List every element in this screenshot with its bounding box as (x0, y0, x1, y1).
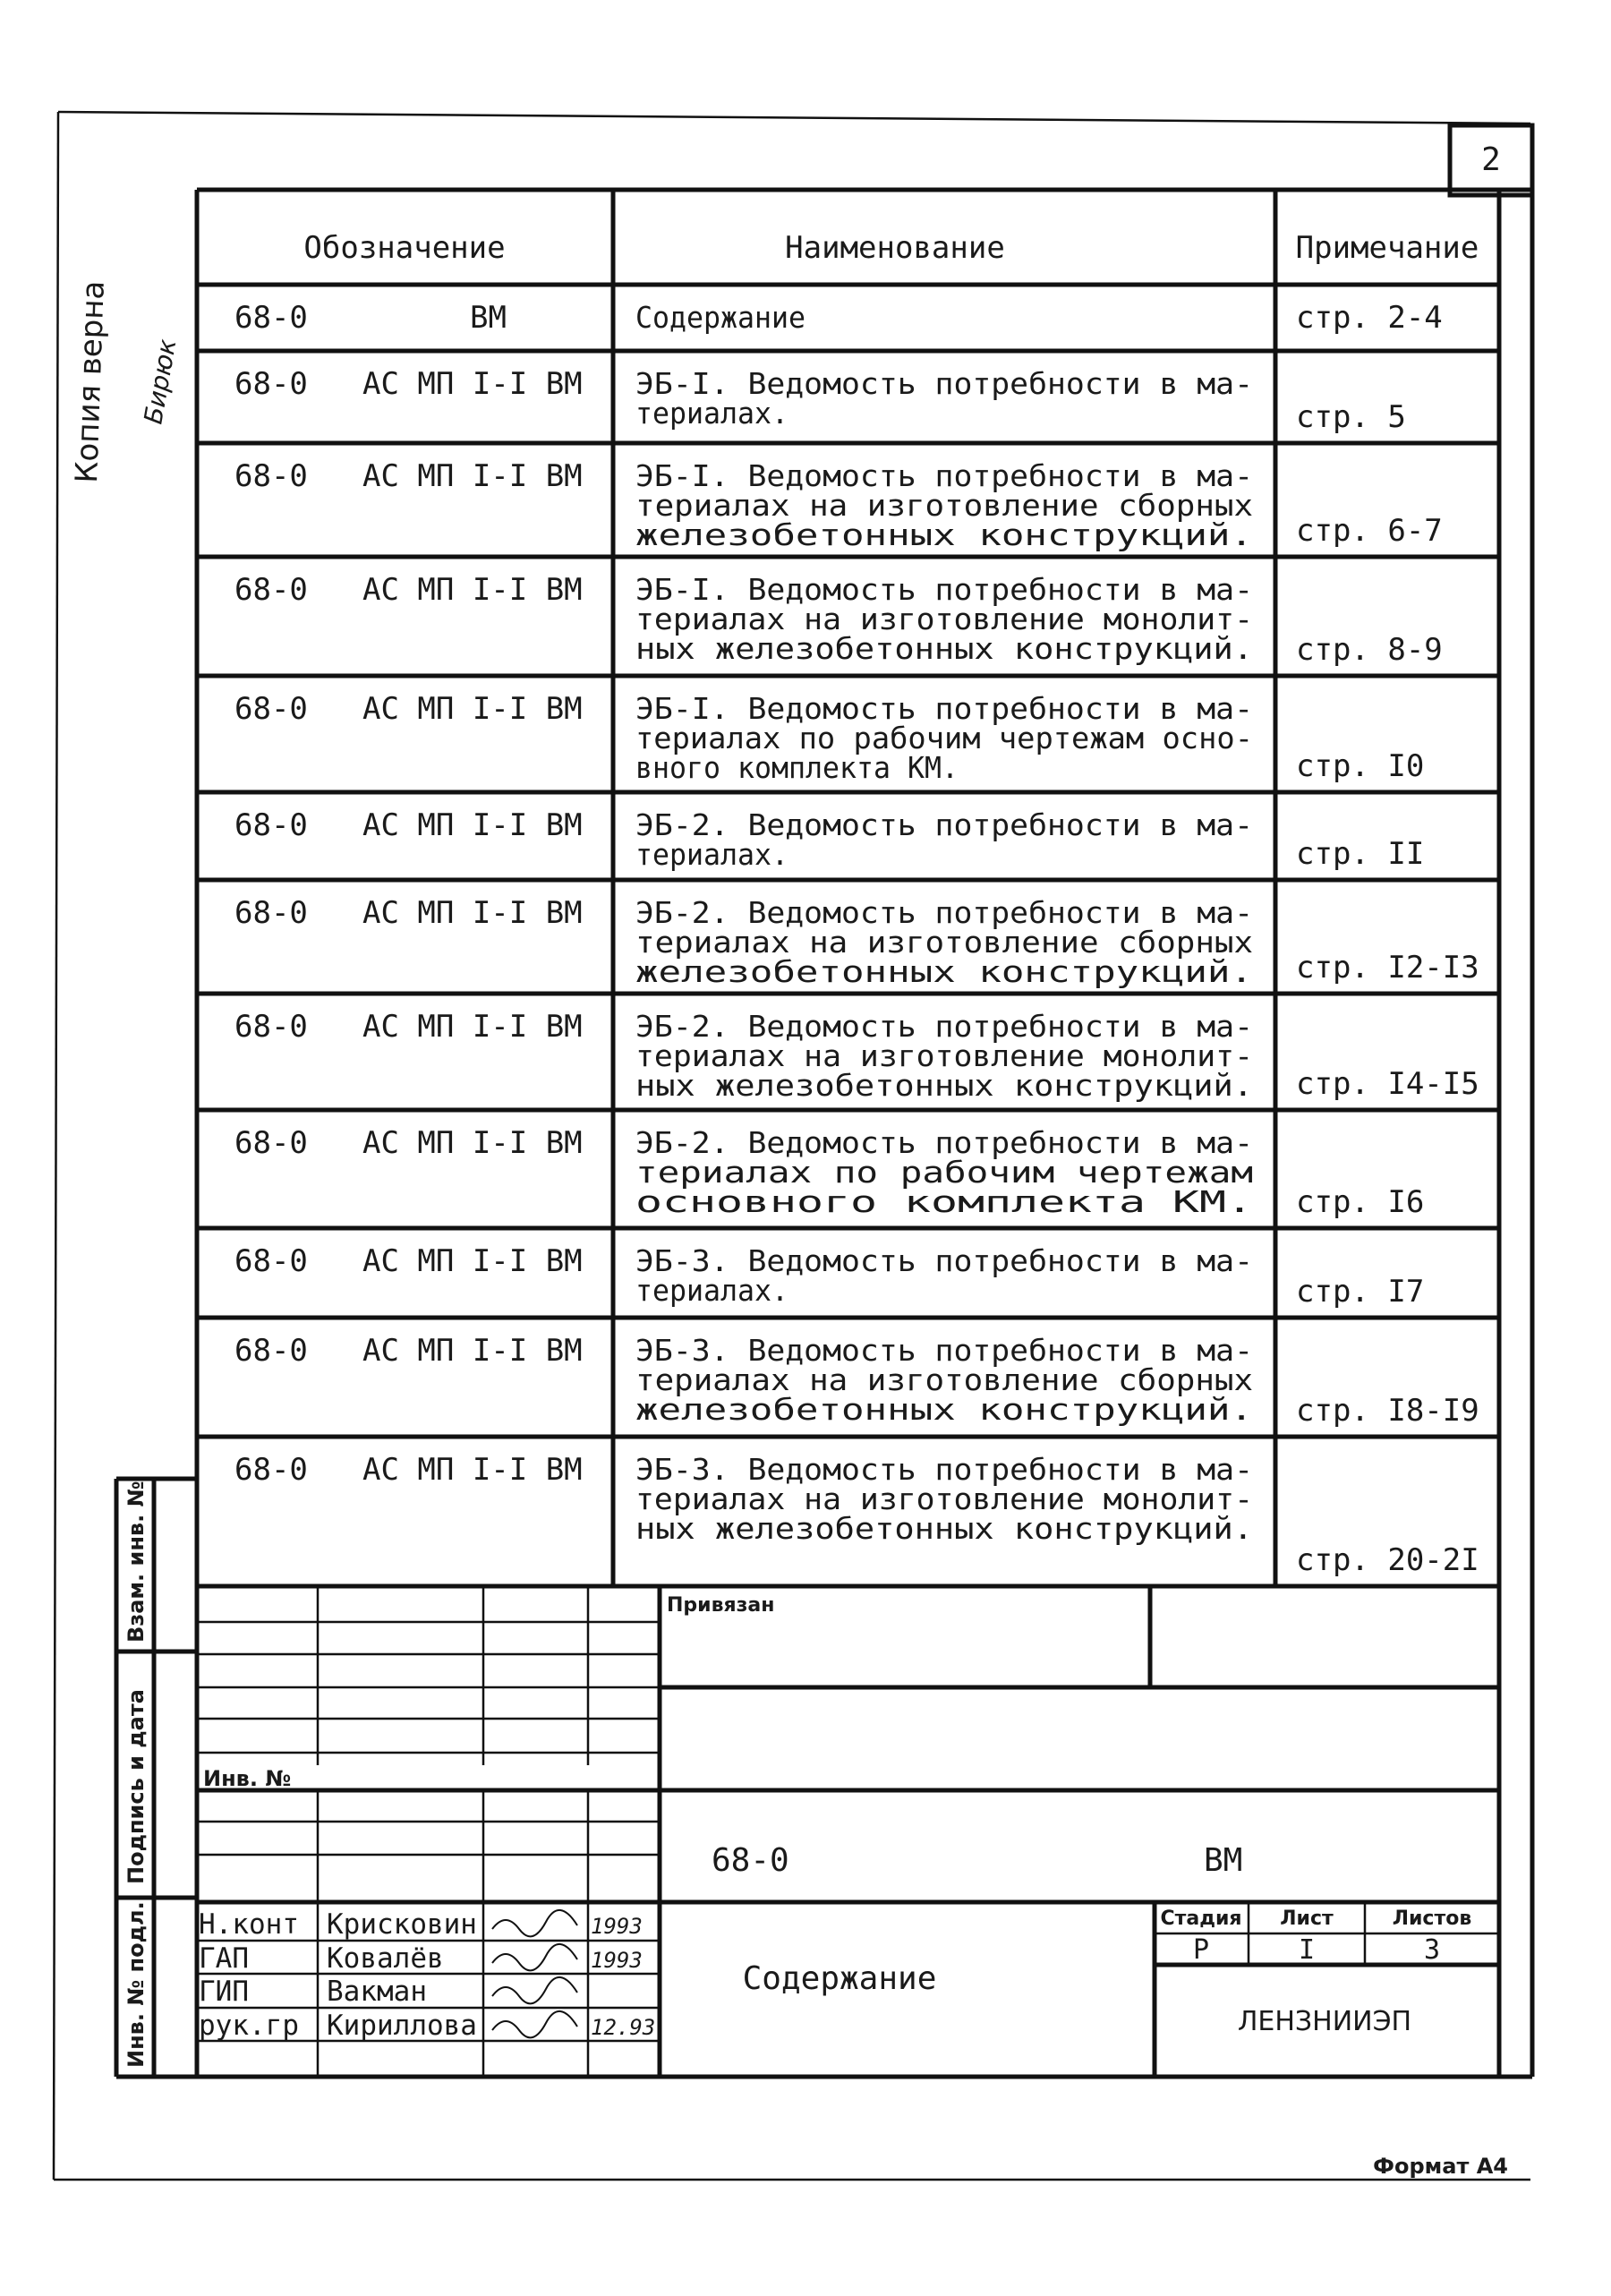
table-row (197, 458, 1499, 557)
row-name-line: основного комплекта КМ. (635, 1184, 1253, 1219)
row-name-line: ЭБ-3. Ведомость потребности в ма- (635, 1243, 1253, 1278)
signer-date: 12.93 (591, 2015, 656, 2040)
row-name-line: ЭБ-2. Ведомость потребности в ма- (635, 895, 1253, 930)
title-block (197, 1586, 1499, 2077)
format-label: Формат А4 (1373, 2154, 1508, 2179)
doc-title: Содержание (742, 1960, 937, 1997)
row-note: стр. I8-I9 (1296, 1393, 1479, 1429)
row-name-line: териалах. (635, 837, 788, 872)
row-note: стр. I6 (1296, 1184, 1425, 1220)
signer-name: Крисковин (327, 1908, 477, 1941)
header-note: Примечание (1295, 230, 1479, 266)
page-number: 2 (1481, 141, 1501, 178)
row-note: стр. 8-9 (1296, 632, 1443, 668)
row-mark: ВМ (470, 300, 507, 336)
row-note: стр. 2-4 (1296, 300, 1443, 336)
row-note: стр. I7 (1296, 1274, 1425, 1310)
signature-scribble (492, 2011, 577, 2037)
copy-stamp-text: Копия верна (69, 279, 112, 484)
row-code: 68-0 (234, 1333, 308, 1369)
row-code: 68-0 (234, 691, 308, 727)
row-mark: АС МП I-I ВМ (362, 1333, 583, 1369)
row-mark: АС МП I-I ВМ (362, 458, 583, 494)
row-note: стр. 6-7 (1296, 513, 1443, 549)
signers-list (199, 1908, 655, 2042)
header-designation: Обозначение (303, 230, 506, 266)
table-row (197, 691, 1499, 792)
row-name-line: ных железобетонных конструкций. (635, 1068, 1253, 1103)
row-name-line: ЭБ-3. Ведомость потребности в ма- (635, 1452, 1253, 1487)
row-name-line: железобетонных конструкций. (635, 1392, 1253, 1427)
row-name-line: териалах. (635, 1273, 788, 1308)
row-note: стр. 5 (1296, 399, 1406, 435)
row-code: 68-0 (234, 1452, 308, 1488)
copy-stamp (69, 280, 112, 483)
row-name-line: териалах на изготовление монолит- (635, 1038, 1253, 1073)
signer-name: Вакман (327, 1976, 427, 2008)
row-name-line: железобетонных конструкций. (635, 517, 1253, 552)
row-name-line: териалах на изготовление монолит- (635, 602, 1253, 636)
page-number-box (1450, 125, 1532, 195)
table-row (197, 300, 1499, 351)
row-code: 68-0 (234, 366, 308, 402)
row-mark: АС МП I-I ВМ (362, 1243, 583, 1279)
row-code: 68-0 (234, 895, 308, 931)
signer-date: 1993 (591, 1914, 643, 1939)
table-row (197, 1333, 1499, 1437)
table-rows (197, 300, 1499, 1578)
table-row (197, 1009, 1499, 1110)
row-name-line: ЭБ-I. Ведомость потребности в ма- (635, 458, 1253, 493)
signer-role: рук.гр (199, 2010, 299, 2042)
label-privyazan: Привязан (667, 1594, 775, 1617)
header-name: Наименование (785, 230, 1005, 266)
row-code: 68-0 (234, 1009, 308, 1045)
row-code: 68-0 (234, 807, 308, 843)
contents-table (197, 190, 1499, 1586)
label-inv-no: Инв. № (203, 1766, 292, 1791)
row-code: 68-0 (234, 300, 308, 336)
signature-scribble (492, 1977, 577, 2003)
doc-code: 68-0 (712, 1842, 789, 1879)
row-name-line: ЭБ-2. Ведомость потребности в ма- (635, 1125, 1253, 1160)
org-name: ЛЕНЗНИИЭП (1237, 2006, 1412, 2037)
row-name-line: териалах на изготовление монолит- (635, 1481, 1253, 1516)
row-name-line: ЭБ-2. Ведомость потребности в ма- (635, 1009, 1253, 1044)
row-mark: АС МП I-I ВМ (362, 366, 583, 402)
signer-role: ГИП (199, 1976, 249, 2008)
row-mark: АС МП I-I ВМ (362, 1009, 583, 1045)
row-code: 68-0 (234, 458, 308, 494)
row-name-line: железобетонных конструкций. (635, 954, 1253, 989)
row-name-line: ных железобетонных конструкций. (635, 631, 1253, 666)
value-stage: Р (1192, 1934, 1210, 1966)
row-note: стр. II (1296, 836, 1425, 872)
value-sheets: 3 (1423, 1934, 1441, 1966)
table-row (197, 1243, 1499, 1318)
signer-row (199, 1976, 577, 2008)
stamp-signature-text: Бирюк (138, 337, 183, 427)
signer-date: 1993 (591, 1948, 643, 1973)
signature-scribble (492, 1944, 577, 1970)
label-sheets: Листов (1392, 1908, 1472, 1930)
row-name-line: Содержание (635, 300, 806, 335)
signature-scribble (492, 1910, 577, 1936)
signer-row (199, 1942, 643, 1975)
approval-strip (116, 1479, 197, 2077)
label-stage: Стадия (1160, 1908, 1242, 1930)
row-code: 68-0 (234, 1125, 308, 1161)
signer-row (199, 1908, 643, 1941)
signer-row (199, 2010, 655, 2042)
row-name-line: ЭБ-I. Ведомость потребности в ма- (635, 691, 1253, 726)
label-inv-podl: Инв. № подл. (124, 1901, 149, 2068)
signer-name: Ковалёв (327, 1942, 444, 1975)
table-row (197, 572, 1499, 676)
row-mark: АС МП I-I ВМ (362, 691, 583, 727)
row-note: стр. 20-2I (1296, 1542, 1479, 1578)
signer-role: ГАП (199, 1942, 249, 1975)
row-code: 68-0 (234, 1243, 308, 1279)
row-note: стр. I4-I5 (1296, 1066, 1479, 1102)
row-mark: АС МП I-I ВМ (362, 807, 583, 843)
table-row (234, 1452, 1479, 1578)
row-name-line: териалах. (635, 396, 788, 431)
row-note: стр. I2-I3 (1296, 950, 1479, 986)
row-name-line: териалах на изготовление сборных (635, 925, 1253, 960)
row-name-line: ЭБ-3. Ведомость потребности в ма- (635, 1333, 1253, 1368)
row-note: стр. I0 (1296, 748, 1425, 784)
row-name-line: вного комплекта КМ. (635, 750, 959, 785)
table-row (197, 895, 1499, 994)
table-row (197, 807, 1499, 880)
row-name-line: ЭБ-2. Ведомость потребности в ма- (635, 807, 1253, 842)
value-sheet: I (1298, 1934, 1316, 1966)
row-name-line: ЭБ-I. Ведомость потребности в ма- (635, 572, 1253, 607)
row-code: 68-0 (234, 572, 308, 608)
row-name-line: ных железобетонных конструкций. (635, 1511, 1253, 1546)
row-name-line: ЭБ-I. Ведомость потребности в ма- (635, 366, 1253, 401)
label-vzam-inv: Взам. инв. № (124, 1481, 149, 1643)
signer-role: Н.конт (199, 1908, 299, 1941)
row-name-line: териалах по рабочим чертежам осно- (635, 721, 1253, 755)
doc-mark: ВМ (1204, 1842, 1243, 1879)
table-row (197, 1125, 1499, 1228)
row-mark: АС МП I-I ВМ (362, 1452, 583, 1488)
label-sheet: Лист (1280, 1908, 1334, 1930)
label-podpis-data: Подпись и дата (124, 1689, 149, 1884)
table-row (197, 366, 1499, 443)
stamp-signature (138, 337, 182, 426)
row-mark: АС МП I-I ВМ (362, 1125, 583, 1161)
signer-name: Кириллова (327, 2010, 477, 2042)
row-name-line: териалах по рабочим чертежам (635, 1155, 1253, 1190)
row-mark: АС МП I-I ВМ (362, 895, 583, 931)
row-name-line: териалах на изготовление сборных (635, 488, 1253, 523)
row-mark: АС МП I-I ВМ (362, 572, 583, 608)
row-name-line: териалах на изготовление сборных (635, 1362, 1253, 1397)
